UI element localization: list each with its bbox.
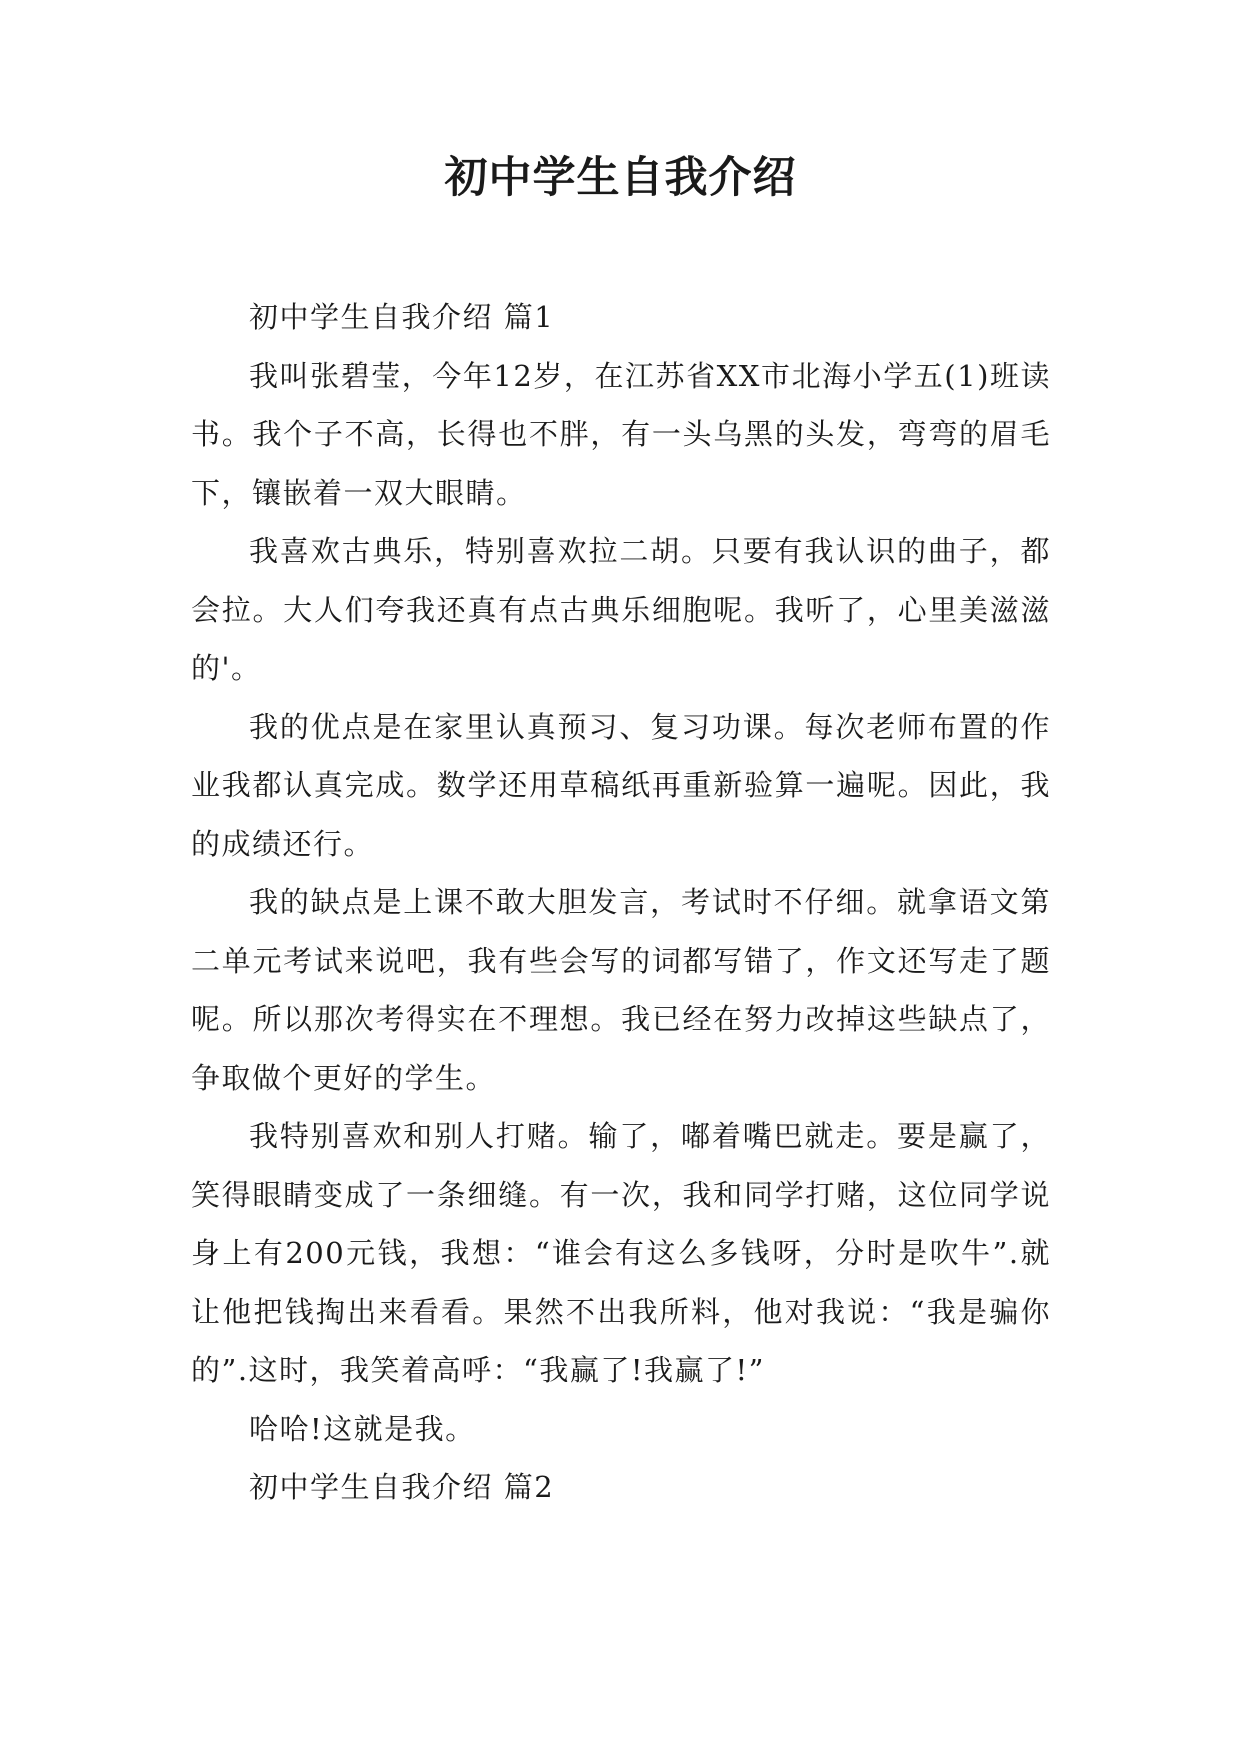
paragraph: 我喜欢古典乐，特别喜欢拉二胡。只要有我认识的曲子，都会拉。大人们夸我还真有点古典乐细胞呢。我听了，心里美滋滋的'。 [191,534,1051,685]
paragraph: 哈哈!这就是我。 [249,1411,476,1446]
document-title: 初中学生自我介绍 [444,153,797,203]
document-body [191,288,1051,1517]
paragraph: 我叫张碧莹，今年12岁，在江苏省XX市北海小学五(1)班读书。我个子不高，长得也不胖，有一头乌黑的头发，弯弯的眉毛下，镶嵌着一双大眼睛。 [191,358,1051,510]
paragraph: 我特别喜欢和别人打赌。输了，嘟着嘴巴就走。要是赢了，笑得眼睛变成了一条细缝。有一次，我和同学打赌，这位同学说身上有200元钱，我想：“谁会有这么多钱呀，分时是吹牛”.就让他把钱掏出来看看。果然不出我所料，他对我说：“我是骗你的”.这时，我笑着高呼：“我赢了!我赢了!” [191,1119,1051,1387]
section-heading-2: 初中学生自我介绍 篇2 [249,1470,555,1504]
section-heading-1: 初中学生自我介绍 篇1 [249,300,555,334]
paragraph: 我的缺点是上课不敢大胆发言，考试时不仔细。就拿语文第二单元考试来说吧，我有些会写的词都写错了，作文还写走了题呢。所以那次考得实在不理想。我已经在努力改掉这些缺点了，争取做个更好的学生。 [191,885,1051,1095]
paragraph: 我的优点是在家里认真预习、复习功课。每次老师布置的作业我都认真完成。数学还用草稿纸再重新验算一遍呢。因此，我的成绩还行。 [191,709,1051,861]
